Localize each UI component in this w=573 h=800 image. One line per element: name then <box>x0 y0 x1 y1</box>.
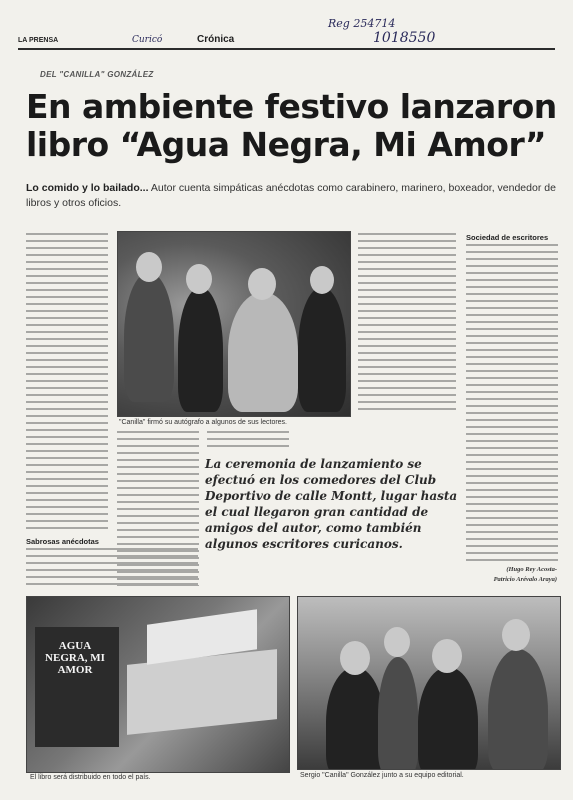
caption-photo-2: El libro será distribuido en todo el país. <box>30 774 151 781</box>
signature-line-1: (Hugo Rey Acosta- <box>506 566 557 573</box>
handwritten-register: Reg 254714 <box>328 17 396 30</box>
body-column-center-lower <box>117 452 199 586</box>
subhead-anecdotas: Sabrosas anécdotas <box>26 537 99 546</box>
pull-quote: La ceremonia de lanzamiento se efectuó en los comedores del Club Deportivo de calle Montt, lugar hasta el cual llegaron gran cantidad de amigos del autor, como también algunos escritores curicanos. <box>205 457 458 551</box>
caption-photo-3: Sergio "Canilla" González junto a su equipo editorial. <box>300 772 464 779</box>
caption-photo-1: "Canilla" firmó su autógrafo a algunos de sus lectores. <box>119 419 288 426</box>
signature-line-2: Patricio Arévalo Araya) <box>493 576 557 583</box>
body-column-middle-1 <box>117 431 199 449</box>
body-column-right-middle <box>358 233 456 415</box>
photo-book-display <box>26 596 290 773</box>
newspaper-name: LA PRENSA <box>18 37 59 44</box>
body-column-left <box>26 233 108 533</box>
headline: En ambiente festivo lanzaron libro “Agua Negra, Mi Amor” <box>26 87 557 164</box>
handwritten-number: 1018550 <box>373 30 436 46</box>
byline: DEL "CANILLA" GONZÁLEZ <box>40 70 154 79</box>
body-column-right <box>466 244 558 562</box>
book-cover-title: AGUA NEGRA, MI AMOR <box>45 640 105 676</box>
lead-paragraph <box>26 181 556 211</box>
section-label: Crónica <box>197 34 235 45</box>
body-column-middle-2 <box>207 431 289 449</box>
lead-bold: Lo comido y lo bailado... <box>26 182 149 194</box>
handwritten-note: Curicó <box>132 35 163 45</box>
header-rule <box>18 48 555 50</box>
subhead-escritores: Sociedad de escritores <box>466 233 549 242</box>
photo-editorial-team <box>297 596 561 770</box>
photo-book-signing <box>117 231 351 417</box>
lead-text: Autor cuenta simpáticas anécdotas como carabinero, marinero, boxeador, vendedor de libros y otros oficios. <box>26 182 556 209</box>
